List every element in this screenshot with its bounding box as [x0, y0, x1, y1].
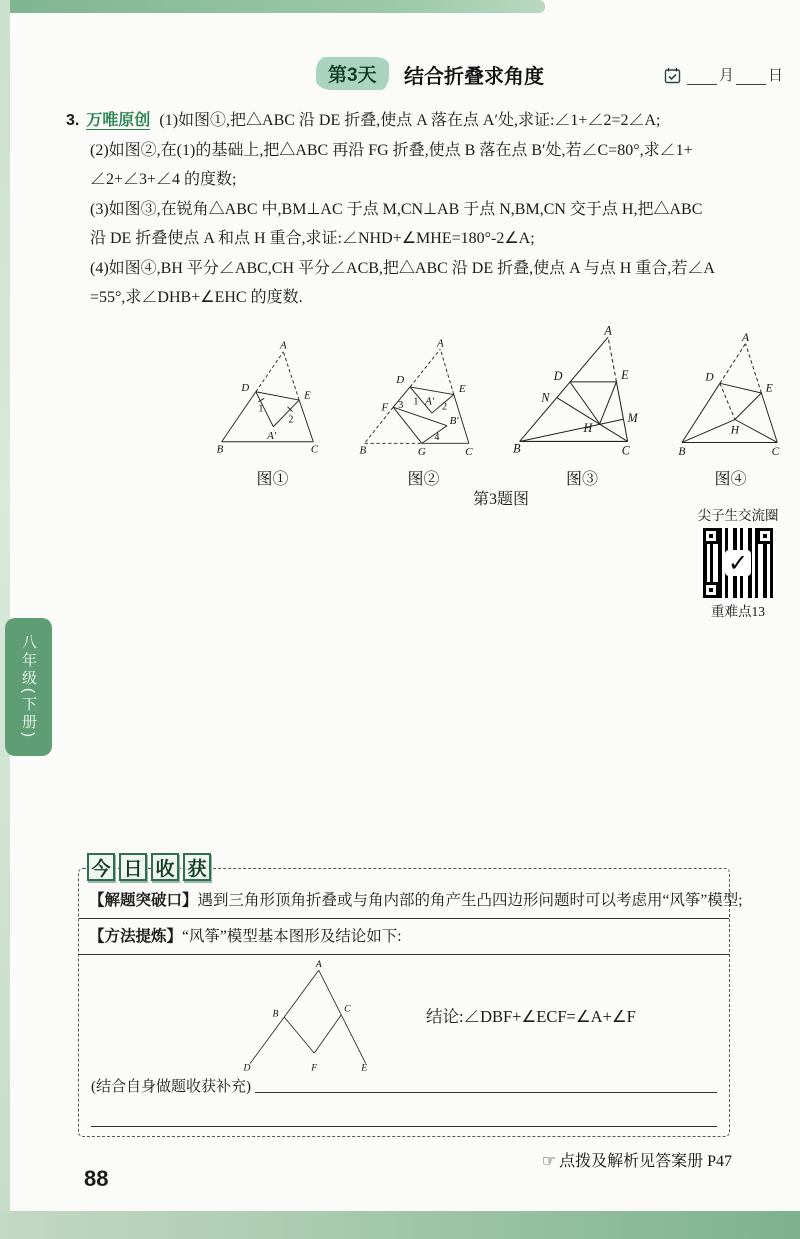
vertex-label: E	[765, 382, 773, 395]
kite-conclusion: 结论:∠DBF+∠ECF=∠A+∠F	[426, 1007, 636, 1026]
problem-number: 3.	[66, 112, 80, 129]
vertex-label: D	[241, 381, 250, 394]
figure-1-diagram	[210, 340, 335, 461]
angle-label: 1	[258, 403, 264, 415]
vertex-label: B	[216, 443, 224, 456]
figure-1	[210, 340, 335, 489]
pointing-hand-icon: ☞	[541, 1151, 557, 1170]
vertex-label: A	[604, 326, 612, 338]
figures-row	[210, 326, 788, 489]
write-in-rule	[91, 1126, 717, 1127]
figure-2-diagram	[356, 339, 491, 461]
method-text: “风筝”模型基本图形及结论如下:	[182, 928, 402, 945]
qr-eye-icon	[757, 528, 773, 544]
daily-summary-box	[78, 858, 743, 1137]
page-number: 88	[84, 1166, 109, 1191]
vertex-label: H	[730, 424, 740, 437]
summary-title-char: 今	[87, 853, 115, 881]
vertex-label: F	[311, 1062, 318, 1071]
day-blank	[736, 68, 766, 85]
problem-line: 沿 DE 折叠使点 A 和点 H 重合,求证:∠NHD+∠MHE=180°-2∠A;	[90, 230, 535, 247]
figure-2	[356, 339, 491, 489]
method-label: 【方法提炼】	[89, 928, 183, 945]
answer-reference	[542, 1148, 732, 1171]
kite-model-diagram	[235, 959, 392, 1071]
figure-3-diagram	[512, 326, 652, 461]
top-green-bar	[0, 0, 545, 13]
problem-line: (2)如图②,在(1)的基础上,把△ABC 再沿 FG 折叠,使点 B 落在点 B′处,若∠C=80°,求∠1+	[90, 141, 693, 159]
vertex-label: E	[621, 368, 629, 383]
month-blank	[687, 68, 717, 85]
figure-3	[512, 326, 652, 489]
problem-line: =55°,求∠DHB+∠EHC 的度数.	[90, 289, 303, 306]
write-in-rule	[255, 1092, 717, 1093]
vertex-label: B	[678, 445, 686, 458]
breakthrough-text: 遇到三角形顶角折叠或与角内部的角产生凸四边形问题时可以考虑用“风筝”模型;	[197, 892, 743, 909]
angle-label: 4	[434, 431, 440, 443]
checkmark-icon: ✓	[725, 550, 751, 576]
vertex-label: H	[583, 421, 593, 436]
supplement-note: (结合自身做题收获补充)	[91, 1079, 251, 1095]
angle-label: 2	[288, 414, 294, 426]
vertex-label: B′	[449, 414, 459, 427]
summary-title-char: 日	[119, 853, 147, 881]
figures-group-caption: 第3题图	[472, 491, 529, 508]
vertex-label: M	[627, 410, 638, 425]
qr-title: 尖子生交流圈	[697, 508, 779, 523]
vertex-label: D	[553, 369, 563, 383]
vertex-label: C	[310, 443, 319, 456]
source-badge: 万唯原创	[86, 112, 151, 129]
vertex-label: C	[621, 443, 630, 458]
vertex-label: A	[436, 339, 444, 350]
vertex-label: A	[280, 340, 287, 352]
vertex-label: D	[243, 1062, 251, 1071]
figure-caption: 图③	[565, 471, 598, 488]
qr-block	[688, 504, 788, 620]
answer-reference-text: 点拨及解析见答案册 P47	[559, 1153, 732, 1170]
angle-label: 1	[413, 396, 419, 408]
problem-line	[66, 106, 756, 136]
angle-label: 2	[442, 401, 448, 413]
vertex-label: C	[771, 445, 780, 458]
method-line	[79, 919, 729, 955]
vertex-label: A	[741, 333, 750, 344]
angle-label: 3	[398, 399, 404, 411]
date-fill-in	[664, 64, 783, 85]
figure-4-diagram	[673, 333, 788, 461]
vertex-label: A	[315, 959, 322, 971]
summary-title-char: 获	[183, 853, 211, 881]
problem-line: (4)如图④,BH 平分∠ABC,CH 平分∠ACB,把△ABC 沿 DE 折叠,使点 A 与点 H 重合,若∠A	[90, 259, 715, 277]
figure-caption: 图②	[407, 471, 440, 488]
problem-line: (3)如图③,在锐角△ABC 中,BM⊥AC 于点 M,CN⊥AB 于点 N,BM,CN 交于点 H,把△ABC	[90, 200, 703, 218]
problem-text: (1)如图①,把△ABC 沿 DE 折叠,使点 A 落在点 A′处,求证:∠1+∠2=2∠A;	[159, 112, 661, 129]
qr-code	[703, 528, 773, 598]
summary-title-char: 收	[151, 853, 179, 881]
figure-caption: 图①	[256, 471, 289, 488]
qr-eye-icon	[703, 582, 719, 598]
supplement-line	[79, 1071, 729, 1096]
calendar-check-icon	[664, 67, 681, 84]
vertex-label: E	[458, 383, 466, 396]
vertex-label: C	[344, 1003, 351, 1015]
vertex-label: G	[417, 446, 426, 459]
vertex-label: A′	[267, 430, 277, 443]
vertex-label: N	[541, 390, 550, 405]
figure-4	[673, 333, 788, 489]
vertex-label: E	[304, 389, 311, 402]
breakthrough-label: 【解题突破口】	[89, 892, 198, 909]
page-title: 结合折叠求角度	[404, 66, 544, 88]
problem-3	[66, 106, 756, 313]
day-label: 日	[768, 68, 784, 84]
vertex-label: B	[359, 444, 367, 457]
day-badge: 第3天	[316, 57, 389, 90]
kite-model-row	[79, 955, 729, 1071]
vertex-label: C	[465, 446, 473, 459]
vertex-label: A′	[425, 395, 435, 408]
bottom-green-bar	[0, 1211, 800, 1239]
figure-caption: 图④	[714, 471, 747, 488]
vertex-label: D	[396, 373, 405, 386]
month-label: 月	[719, 68, 735, 84]
vertex-label: E	[361, 1062, 368, 1071]
summary-title	[87, 853, 211, 881]
grade-tab: 八年级(下册)	[5, 618, 52, 756]
vertex-label: D	[705, 371, 714, 384]
vertex-label: B	[513, 441, 521, 456]
problem-line: ∠2+∠3+∠4 的度数;	[90, 171, 237, 188]
vertex-label: F	[381, 401, 389, 414]
qr-eye-icon	[703, 528, 719, 544]
vertex-label: B	[272, 1008, 279, 1020]
qr-caption: 重难点13	[711, 604, 765, 619]
